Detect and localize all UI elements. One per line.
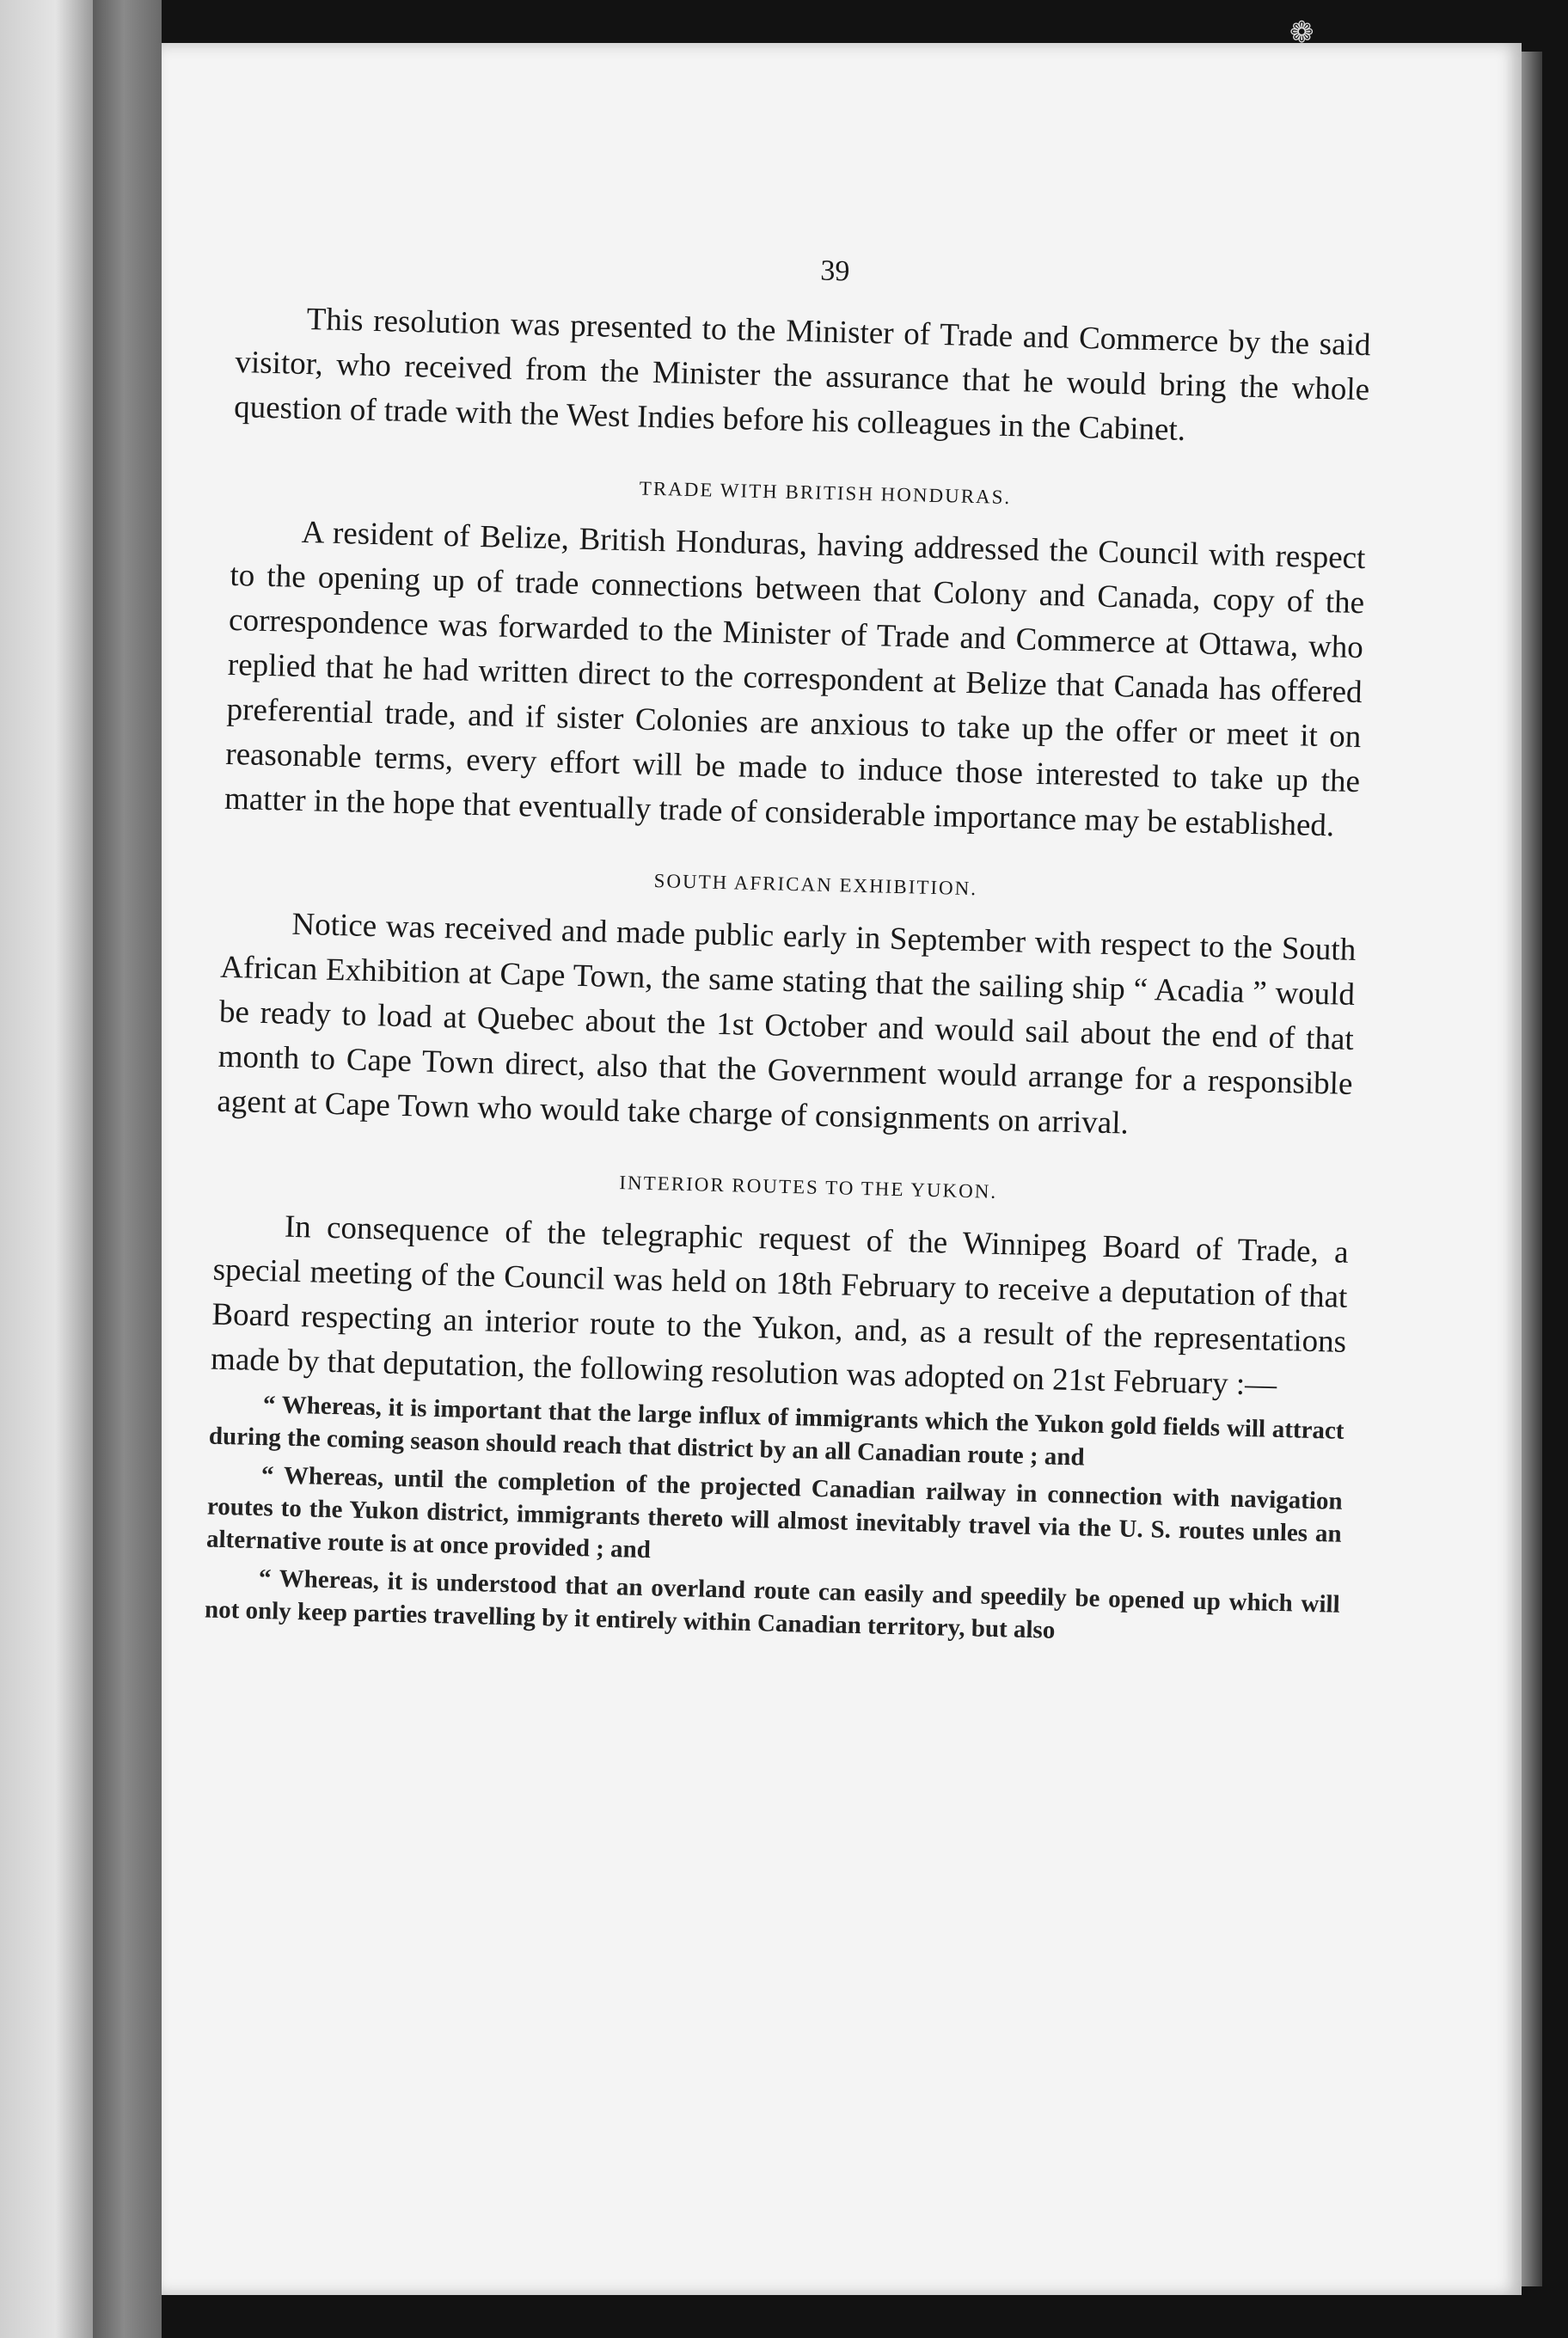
resolution-quote-2: “ Whereas, until the completion of the projected Canadian railway in connection with navigation routes to the Yukon district, immigrants thereto will almost inevitably travel via the U. S. routes unles an alternative route is at once provided ; and bbox=[205, 1461, 1343, 1564]
paragraph-yukon-routes: In consequence of the telegraphic request of the Winnipeg Board of Trade, a special meeting of the Council was held on 18th February to receive a deputation of that Board respecting an interior route to the Yukon, and, as a result of the representations made by that deputation, the following resolution was adopted on 21st February :— bbox=[210, 1209, 1350, 1403]
heading-south-african-exhibition: SOUTH AFRICAN EXHIBITION. bbox=[653, 870, 978, 900]
facing-page-edge bbox=[0, 0, 93, 2338]
paragraph-british-honduras: A resident of Belize, British Honduras, having addressed the Council with respect to the opening up of trade connections between that Colony and Canada, copy of the correspondence was forwarded to the Minister of Trade and Commerce at Ottawa, who replied that he had written direct to the correspondent at Belize that Canada has offered preferential trade, and if sister Colonies are anxious to take up the offer or meet it on reasonable terms, every effort will be made to induce those interested to take up the matter in the hope that eventually trade of considerable importance may be established. bbox=[224, 514, 1366, 844]
resolution-quote-3: “ Whereas, it is understood that an overland route can easily and speedily be opened up which will not only keep parties travelling by it entirely within Canadian territory, but also bbox=[204, 1564, 1341, 1644]
resolution-quote-1: “ Whereas, it is important that the large influx of immigrants which the Yukon gold fields will attract during the coming season should reach that district by an all Canadian route ; and bbox=[208, 1391, 1344, 1472]
heading-yukon-routes: INTERIOR ROUTES TO THE YUKON. bbox=[619, 1172, 998, 1203]
page-content bbox=[205, 241, 1373, 1654]
paragraph-resolution: This resolution was presented to the Minister of Trade and Commerce by the said visitor, who received from the Minister the assurance that he would bring the whole question of trade with the West Indies before his colleagues in the Cabinet. bbox=[233, 301, 1371, 448]
paragraph-south-african-exhibition: Notice was received and made public early in September with respect to the South African Exhibition at Cape Town, the same stating that the sailing ship “ Acadia ” would be ready to load at Quebec about the 1st October and would sail about the end of that month to Cape Town direct, also that the Government would arrange for a responsible agent at Cape Town who would take charge of consignments on arrival. bbox=[217, 906, 1357, 1141]
heading-british-honduras: TRADE WITH BRITISH HONDURAS. bbox=[639, 477, 1012, 509]
page-edge-shadow bbox=[1522, 52, 1542, 2286]
corner-mark: ❁ bbox=[1289, 17, 1314, 49]
book-gutter bbox=[93, 0, 162, 2338]
page-number: 39 bbox=[819, 254, 850, 288]
